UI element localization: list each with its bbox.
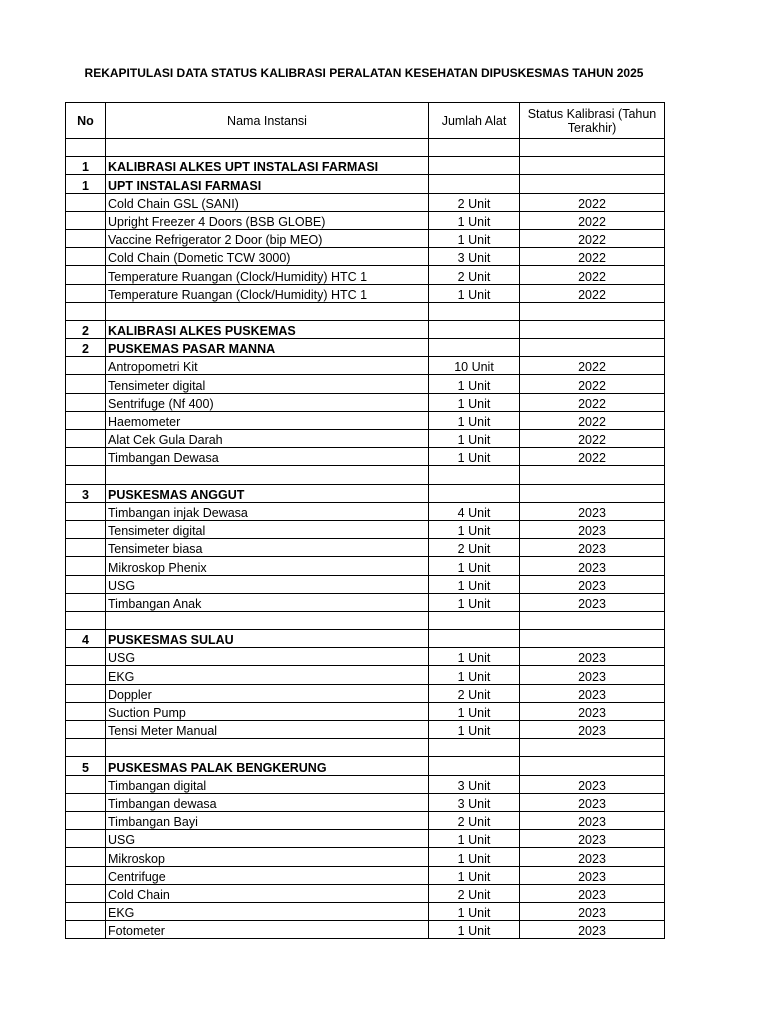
cell-status-kalibrasi: 2023 — [520, 575, 665, 593]
cell-no: 4 — [66, 630, 106, 648]
cell-no — [66, 866, 106, 884]
cell-no — [66, 793, 106, 811]
cell-jumlah-alat — [429, 175, 520, 193]
cell-no — [66, 884, 106, 902]
document-title: REKAPITULASI DATA STATUS KALIBRASI PERALATAN KESEHATAN DIPUSKESMAS TAHUN 2025 — [84, 66, 644, 80]
cell-nama-instansi — [106, 302, 429, 320]
section-header-row — [66, 157, 665, 175]
cell-jumlah-alat — [429, 630, 520, 648]
cell-status-kalibrasi — [520, 466, 665, 484]
cell-jumlah-alat: 2 Unit — [429, 684, 520, 702]
cell-no — [66, 430, 106, 448]
cell-jumlah-alat — [429, 139, 520, 157]
cell-no — [66, 448, 106, 466]
cell-jumlah-alat — [429, 757, 520, 775]
cell-status-kalibrasi — [520, 757, 665, 775]
cell-no — [66, 557, 106, 575]
table-row — [66, 266, 665, 284]
cell-jumlah-alat — [429, 320, 520, 338]
cell-no — [66, 139, 106, 157]
cell-no — [66, 666, 106, 684]
table-row — [66, 539, 665, 557]
table-row — [66, 557, 665, 575]
table-row — [66, 666, 665, 684]
cell-no — [66, 539, 106, 557]
cell-status-kalibrasi — [520, 175, 665, 193]
table-body — [66, 139, 665, 939]
table-row — [66, 921, 665, 939]
cell-jumlah-alat: 3 Unit — [429, 793, 520, 811]
cell-nama-instansi: Vaccine Refrigerator 2 Door (bip MEO) — [106, 229, 429, 247]
cell-status-kalibrasi: 2023 — [520, 593, 665, 611]
table-row — [66, 502, 665, 520]
cell-jumlah-alat: 2 Unit — [429, 193, 520, 211]
cell-no — [66, 411, 106, 429]
cell-jumlah-alat: 1 Unit — [429, 430, 520, 448]
blank-row — [66, 139, 665, 157]
table-row — [66, 811, 665, 829]
cell-nama-instansi: Fotometer — [106, 921, 429, 939]
cell-jumlah-alat: 1 Unit — [429, 393, 520, 411]
cell-nama-instansi: KALIBRASI ALKES PUSKEMAS — [106, 320, 429, 338]
cell-jumlah-alat — [429, 739, 520, 757]
cell-no — [66, 702, 106, 720]
cell-no: 3 — [66, 484, 106, 502]
cell-nama-instansi: EKG — [106, 666, 429, 684]
table-row — [66, 684, 665, 702]
cell-jumlah-alat: 3 Unit — [429, 775, 520, 793]
section-header-row — [66, 175, 665, 193]
table-row — [66, 702, 665, 720]
cell-status-kalibrasi: 2023 — [520, 793, 665, 811]
cell-jumlah-alat: 1 Unit — [429, 211, 520, 229]
cell-status-kalibrasi: 2023 — [520, 520, 665, 538]
cell-no — [66, 248, 106, 266]
cell-nama-instansi: Timbangan dewasa — [106, 793, 429, 811]
cell-status-kalibrasi: 2023 — [520, 721, 665, 739]
cell-nama-instansi — [106, 611, 429, 629]
cell-status-kalibrasi — [520, 739, 665, 757]
cell-nama-instansi: UPT INSTALASI FARMASI — [106, 175, 429, 193]
cell-jumlah-alat: 4 Unit — [429, 502, 520, 520]
cell-status-kalibrasi: 2022 — [520, 248, 665, 266]
cell-no — [66, 611, 106, 629]
cell-status-kalibrasi — [520, 484, 665, 502]
cell-no — [66, 302, 106, 320]
cell-nama-instansi: Upright Freezer 4 Doors (BSB GLOBE) — [106, 211, 429, 229]
section-header-row — [66, 757, 665, 775]
cell-jumlah-alat: 1 Unit — [429, 375, 520, 393]
table-row — [66, 866, 665, 884]
table-row — [66, 520, 665, 538]
cell-nama-instansi: Mikroskop Phenix — [106, 557, 429, 575]
table-row — [66, 848, 665, 866]
cell-no — [66, 775, 106, 793]
cell-status-kalibrasi: 2023 — [520, 884, 665, 902]
cell-jumlah-alat: 1 Unit — [429, 284, 520, 302]
cell-no — [66, 593, 106, 611]
blank-row — [66, 302, 665, 320]
column-header-status: Status Kalibrasi (Tahun Terakhir) — [520, 103, 665, 139]
cell-status-kalibrasi: 2023 — [520, 811, 665, 829]
cell-nama-instansi: Tensi Meter Manual — [106, 721, 429, 739]
cell-jumlah-alat: 1 Unit — [429, 229, 520, 247]
cell-no — [66, 466, 106, 484]
cell-jumlah-alat — [429, 157, 520, 175]
cell-no — [66, 848, 106, 866]
cell-nama-instansi: USG — [106, 648, 429, 666]
cell-status-kalibrasi: 2023 — [520, 830, 665, 848]
column-header-no: No — [66, 103, 106, 139]
column-header-nama: Nama Instansi — [106, 103, 429, 139]
cell-no — [66, 211, 106, 229]
cell-status-kalibrasi: 2023 — [520, 848, 665, 866]
cell-nama-instansi: Cold Chain (Dometic TCW 3000) — [106, 248, 429, 266]
cell-status-kalibrasi — [520, 139, 665, 157]
cell-nama-instansi: Suction Pump — [106, 702, 429, 720]
cell-jumlah-alat: 1 Unit — [429, 902, 520, 920]
table-row — [66, 430, 665, 448]
cell-no: 1 — [66, 157, 106, 175]
cell-no — [66, 921, 106, 939]
cell-no: 5 — [66, 757, 106, 775]
cell-no — [66, 721, 106, 739]
cell-no — [66, 229, 106, 247]
table-row — [66, 211, 665, 229]
cell-jumlah-alat: 1 Unit — [429, 848, 520, 866]
table-row — [66, 393, 665, 411]
cell-jumlah-alat: 1 Unit — [429, 830, 520, 848]
cell-no — [66, 520, 106, 538]
cell-status-kalibrasi: 2023 — [520, 866, 665, 884]
cell-no — [66, 357, 106, 375]
cell-status-kalibrasi — [520, 157, 665, 175]
section-header-row — [66, 630, 665, 648]
cell-jumlah-alat: 1 Unit — [429, 575, 520, 593]
cell-status-kalibrasi: 2023 — [520, 539, 665, 557]
cell-jumlah-alat — [429, 466, 520, 484]
cell-status-kalibrasi: 2022 — [520, 211, 665, 229]
cell-status-kalibrasi — [520, 630, 665, 648]
cell-nama-instansi: Mikroskop — [106, 848, 429, 866]
table-row — [66, 902, 665, 920]
cell-no: 2 — [66, 339, 106, 357]
cell-no — [66, 375, 106, 393]
cell-nama-instansi: USG — [106, 575, 429, 593]
cell-jumlah-alat — [429, 339, 520, 357]
cell-no: 2 — [66, 320, 106, 338]
cell-status-kalibrasi: 2022 — [520, 284, 665, 302]
cell-no — [66, 684, 106, 702]
calibration-table — [65, 102, 665, 939]
table-row — [66, 575, 665, 593]
cell-jumlah-alat: 1 Unit — [429, 448, 520, 466]
cell-jumlah-alat: 10 Unit — [429, 357, 520, 375]
cell-no — [66, 284, 106, 302]
cell-nama-instansi: PUSKESMAS ANGGUT — [106, 484, 429, 502]
cell-nama-instansi: Cold Chain GSL (SANI) — [106, 193, 429, 211]
section-header-row — [66, 339, 665, 357]
table-row — [66, 411, 665, 429]
cell-no — [66, 393, 106, 411]
blank-row — [66, 611, 665, 629]
table-header-row — [66, 103, 665, 139]
cell-status-kalibrasi: 2022 — [520, 448, 665, 466]
cell-nama-instansi: Tensimeter digital — [106, 520, 429, 538]
cell-nama-instansi: Temperature Ruangan (Clock/Humidity) HTC 1 — [106, 266, 429, 284]
table-row — [66, 884, 665, 902]
table-row — [66, 648, 665, 666]
cell-jumlah-alat — [429, 611, 520, 629]
cell-nama-instansi: USG — [106, 830, 429, 848]
cell-nama-instansi: Timbangan digital — [106, 775, 429, 793]
table-row — [66, 193, 665, 211]
cell-nama-instansi: Timbangan injak Dewasa — [106, 502, 429, 520]
cell-nama-instansi: Centrifuge — [106, 866, 429, 884]
cell-status-kalibrasi — [520, 320, 665, 338]
cell-nama-instansi: Tensimeter biasa — [106, 539, 429, 557]
cell-status-kalibrasi: 2023 — [520, 902, 665, 920]
blank-row — [66, 739, 665, 757]
cell-nama-instansi: Timbangan Bayi — [106, 811, 429, 829]
cell-no — [66, 830, 106, 848]
cell-no — [66, 739, 106, 757]
cell-status-kalibrasi: 2023 — [520, 557, 665, 575]
cell-jumlah-alat: 1 Unit — [429, 648, 520, 666]
cell-status-kalibrasi: 2022 — [520, 393, 665, 411]
cell-nama-instansi: Antropometri Kit — [106, 357, 429, 375]
cell-nama-instansi — [106, 139, 429, 157]
cell-nama-instansi: Cold Chain — [106, 884, 429, 902]
cell-jumlah-alat: 1 Unit — [429, 666, 520, 684]
cell-no: 1 — [66, 175, 106, 193]
cell-jumlah-alat: 2 Unit — [429, 539, 520, 557]
table-row — [66, 830, 665, 848]
cell-jumlah-alat: 1 Unit — [429, 557, 520, 575]
cell-nama-instansi: PUSKESMAS PALAK BENGKERUNG — [106, 757, 429, 775]
cell-nama-instansi: PUSKESMAS SULAU — [106, 630, 429, 648]
cell-no — [66, 811, 106, 829]
cell-status-kalibrasi: 2023 — [520, 775, 665, 793]
table-row — [66, 793, 665, 811]
cell-nama-instansi: Haemometer — [106, 411, 429, 429]
cell-jumlah-alat: 1 Unit — [429, 702, 520, 720]
cell-nama-instansi: EKG — [106, 902, 429, 920]
cell-jumlah-alat: 1 Unit — [429, 866, 520, 884]
blank-row — [66, 466, 665, 484]
cell-no — [66, 902, 106, 920]
cell-jumlah-alat: 2 Unit — [429, 884, 520, 902]
cell-status-kalibrasi: 2023 — [520, 502, 665, 520]
cell-nama-instansi: PUSKEMAS PASAR MANNA — [106, 339, 429, 357]
cell-status-kalibrasi — [520, 339, 665, 357]
cell-jumlah-alat: 1 Unit — [429, 593, 520, 611]
table-row — [66, 721, 665, 739]
cell-no — [66, 502, 106, 520]
cell-nama-instansi — [106, 739, 429, 757]
cell-status-kalibrasi — [520, 302, 665, 320]
cell-nama-instansi: Sentrifuge (Nf 400) — [106, 393, 429, 411]
cell-nama-instansi: KALIBRASI ALKES UPT INSTALASI FARMASI — [106, 157, 429, 175]
cell-status-kalibrasi: 2022 — [520, 375, 665, 393]
cell-status-kalibrasi: 2023 — [520, 702, 665, 720]
cell-status-kalibrasi: 2022 — [520, 430, 665, 448]
section-header-row — [66, 320, 665, 338]
cell-status-kalibrasi: 2022 — [520, 357, 665, 375]
cell-jumlah-alat: 2 Unit — [429, 811, 520, 829]
column-header-jumlah: Jumlah Alat — [429, 103, 520, 139]
cell-nama-instansi: Tensimeter digital — [106, 375, 429, 393]
cell-jumlah-alat: 1 Unit — [429, 520, 520, 538]
table-row — [66, 357, 665, 375]
cell-status-kalibrasi: 2023 — [520, 666, 665, 684]
cell-status-kalibrasi: 2022 — [520, 229, 665, 247]
cell-nama-instansi: Timbangan Dewasa — [106, 448, 429, 466]
cell-jumlah-alat: 1 Unit — [429, 411, 520, 429]
cell-status-kalibrasi: 2022 — [520, 266, 665, 284]
table-row — [66, 248, 665, 266]
table-row — [66, 229, 665, 247]
cell-status-kalibrasi: 2022 — [520, 193, 665, 211]
cell-status-kalibrasi: 2023 — [520, 648, 665, 666]
cell-jumlah-alat — [429, 484, 520, 502]
table-row — [66, 284, 665, 302]
cell-nama-instansi: Timbangan Anak — [106, 593, 429, 611]
cell-no — [66, 266, 106, 284]
cell-no — [66, 575, 106, 593]
cell-nama-instansi: Alat Cek Gula Darah — [106, 430, 429, 448]
cell-jumlah-alat: 2 Unit — [429, 266, 520, 284]
cell-nama-instansi — [106, 466, 429, 484]
cell-status-kalibrasi: 2023 — [520, 684, 665, 702]
cell-jumlah-alat — [429, 302, 520, 320]
table-row — [66, 775, 665, 793]
cell-status-kalibrasi: 2022 — [520, 411, 665, 429]
cell-no — [66, 193, 106, 211]
section-header-row — [66, 484, 665, 502]
table-row — [66, 448, 665, 466]
table-row — [66, 593, 665, 611]
cell-status-kalibrasi — [520, 611, 665, 629]
cell-jumlah-alat: 1 Unit — [429, 721, 520, 739]
cell-status-kalibrasi: 2023 — [520, 921, 665, 939]
table-row — [66, 375, 665, 393]
cell-no — [66, 648, 106, 666]
cell-nama-instansi: Temperature Ruangan (Clock/Humidity) HTC 1 — [106, 284, 429, 302]
cell-jumlah-alat: 1 Unit — [429, 921, 520, 939]
cell-jumlah-alat: 3 Unit — [429, 248, 520, 266]
cell-nama-instansi: Doppler — [106, 684, 429, 702]
